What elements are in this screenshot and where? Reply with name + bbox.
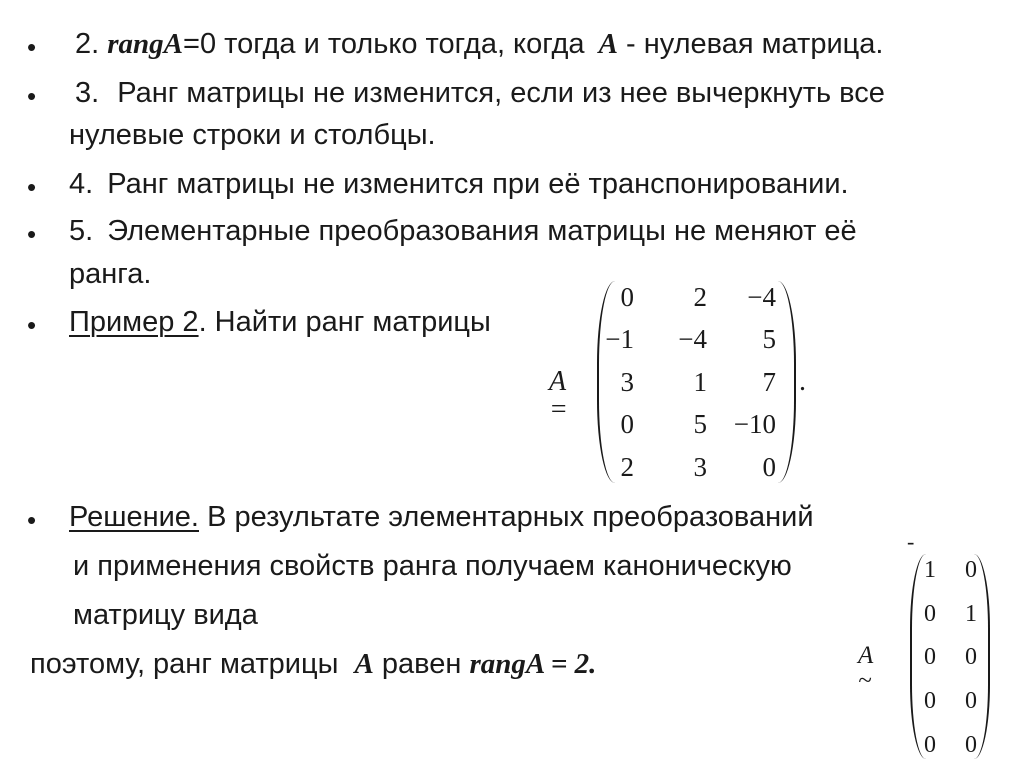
example-title: Пример 2: [69, 306, 199, 338]
rank-result: rangA = 2.: [469, 648, 597, 680]
example-text: . Найти ранг матрицы: [198, 306, 491, 338]
matrix-cell: 0: [965, 732, 977, 758]
bullet: •: [27, 81, 37, 111]
matrix-cell: 0: [965, 688, 977, 714]
property-3-line1: [75, 79, 885, 108]
item-text: Элементарные преобразования матрицы не меняют её: [107, 215, 857, 247]
item-text: =0 тогда и только тогда, когда: [183, 28, 585, 60]
matrix-cell: 0: [965, 557, 977, 583]
matrix-cell: −4: [678, 324, 707, 354]
matrix-cell: 3: [693, 452, 707, 482]
item-number: 4.: [69, 168, 94, 200]
bullet: •: [27, 172, 37, 202]
item-number: 3.: [75, 77, 100, 109]
matrix-cell: 2: [693, 282, 707, 312]
bullet: •: [27, 32, 37, 62]
matrix-cell: 1: [924, 557, 936, 583]
dash-mark: -: [907, 529, 915, 554]
bullet: •: [27, 505, 37, 535]
property-4: [69, 170, 849, 199]
matrix-cell: 2: [620, 452, 634, 482]
example-heading: [69, 308, 491, 337]
matrix-cell: −4: [747, 282, 776, 312]
matrix-cell: 0: [620, 282, 634, 312]
solution-conclusion: [30, 650, 596, 679]
rank-notation: rangA: [107, 28, 184, 60]
item-text: Ранг матрицы не изменится, если из нее вычеркнуть все: [117, 77, 885, 109]
matrix-cell: 0: [620, 409, 634, 439]
matrix-end-period: .: [799, 366, 806, 397]
solution-line1: [69, 503, 814, 532]
property-2: [75, 30, 883, 59]
matrix-cell: 0: [965, 644, 977, 670]
solution-line3: матрицу вида: [73, 599, 258, 631]
matrix-cell: −1: [605, 324, 634, 354]
matrix-cell: 0: [924, 688, 936, 714]
matrix-cell: 7: [762, 367, 776, 397]
solution-title: Решение.: [69, 501, 199, 533]
item-number: 5.: [69, 215, 94, 247]
conclusion-text: поэтому, ранг матрицы: [30, 648, 339, 680]
matrix-cell: 1: [965, 601, 977, 627]
canonical-matrix-label: A ~: [858, 642, 873, 694]
matrix-cell: 5: [693, 409, 707, 439]
bullet: •: [27, 219, 37, 249]
matrix-cell: 5: [762, 324, 776, 354]
matrix-cell: 1: [693, 367, 707, 397]
solution-line2: и применения свойств ранга получаем каноническую: [73, 550, 792, 582]
matrix-cell: 0: [924, 644, 936, 670]
right-parenthesis: [778, 281, 796, 483]
property-5-line1: [69, 217, 857, 246]
conclusion-text-mid: равен: [381, 648, 462, 680]
item-text: Ранг матрицы не изменится при её транспонировании.: [107, 168, 849, 200]
matrix-cell: 3: [620, 367, 634, 397]
matrix-cell: 0: [924, 601, 936, 627]
property-3-line2: нулевые строки и столбцы.: [69, 119, 436, 151]
matrix-cell: −10: [733, 409, 776, 439]
solution-text: В результате элементарных преобразований: [207, 501, 814, 533]
bullet: •: [27, 310, 37, 340]
item-text-tail: - нулевая матрица.: [626, 28, 884, 60]
matrix-variable: A: [598, 28, 618, 60]
matrix-cell: 0: [762, 452, 776, 482]
item-number: 2.: [75, 28, 100, 60]
property-5-line2: ранга.: [69, 258, 152, 290]
matrix-a-label: A =: [549, 366, 568, 425]
matrix-variable: A: [354, 648, 374, 680]
matrix-cell: 0: [924, 732, 936, 758]
